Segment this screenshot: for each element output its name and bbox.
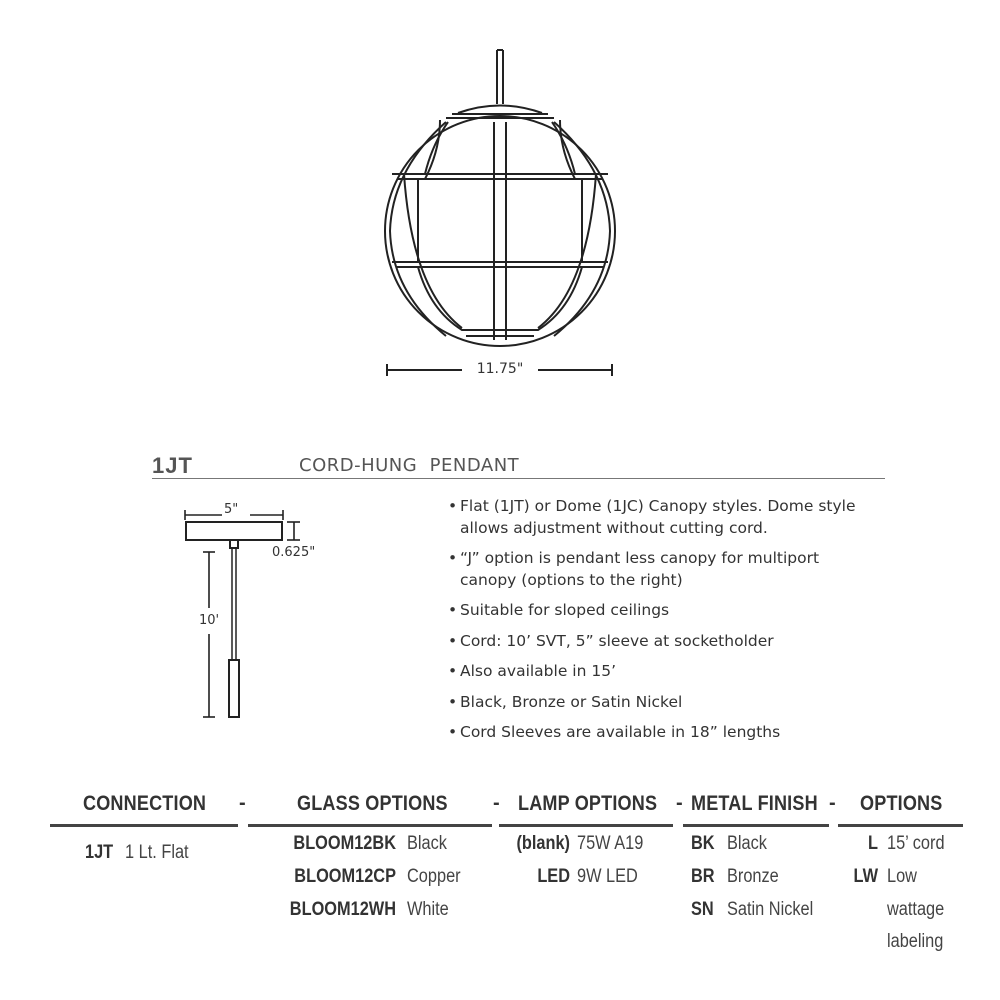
feature-line: Black, Bronze or Satin Nickel (460, 693, 683, 711)
feature-line: Cord Sleeves are available in 18” lengths (460, 723, 781, 741)
separator-dash: - (239, 792, 246, 814)
rule-glass (248, 824, 492, 827)
feature-line: “J” option is pendant less canopy for multiport (460, 549, 820, 567)
lamp-code: (blank) (516, 833, 570, 854)
option-code: LW (853, 866, 878, 887)
header-options: OPTIONS (860, 792, 943, 815)
cord-length-label: 10' (199, 613, 220, 628)
feature-item (448, 691, 898, 713)
glass-desc: White (407, 899, 449, 920)
lamp-code: LED (537, 866, 570, 887)
bullet-dot: • (448, 723, 458, 741)
feature-line: Flat (1JT) or Dome (1JC) Canopy styles. Dome style (460, 497, 856, 515)
bullet-dot: • (448, 632, 458, 650)
separator-dash: - (829, 792, 836, 814)
header-metal-finish: METAL FINISH (691, 792, 818, 815)
product-code: 1JT (152, 453, 193, 478)
rule-finish (683, 824, 829, 827)
glass-code: BLOOM12BK (293, 833, 396, 854)
finish-code: SN (691, 899, 714, 920)
bullet-dot: • (448, 693, 458, 711)
bullet-dot: • (448, 601, 458, 619)
option-desc: wattage (887, 899, 945, 920)
feature-item (448, 721, 898, 743)
option-desc: labeling (887, 931, 944, 952)
feature-item (448, 630, 898, 652)
canopy-width-label: 5" (224, 502, 239, 517)
feature-item (448, 660, 898, 682)
feature-line: Suitable for sloped ceilings (460, 601, 670, 619)
lamp-desc: 75W A19 (577, 833, 644, 854)
glass-code: BLOOM12WH (289, 899, 396, 920)
feature-line: Cord: 10’ SVT, 5” sleeve at socketholder (460, 632, 774, 650)
finish-desc: Satin Nickel (727, 899, 814, 920)
feature-line: canopy (options to the right) (460, 571, 683, 589)
globe-width-label: 11.75" (476, 361, 524, 377)
finish-code: BK (691, 833, 715, 854)
feature-item (448, 547, 898, 591)
rule-connection (50, 824, 238, 827)
header-lamp-options: LAMP OPTIONS (518, 792, 658, 815)
separator-dash: - (493, 792, 500, 814)
bullet-dot: • (448, 497, 458, 515)
canopy-height-label: 0.625" (272, 545, 316, 560)
connection-desc: 1 Lt. Flat (125, 842, 189, 863)
finish-code: BR (691, 866, 715, 887)
separator-dash: - (676, 792, 683, 814)
option-code: L (868, 833, 878, 854)
header-glass-options: GLASS OPTIONS (297, 792, 448, 815)
product-name: CORD-HUNG PENDANT (299, 455, 520, 476)
feature-line: Also available in 15’ (460, 662, 616, 680)
glass-desc: Copper (407, 866, 461, 887)
option-desc: Low (887, 866, 917, 887)
glass-desc: Black (407, 833, 447, 854)
feature-list (448, 495, 908, 755)
feature-line: allows adjustment without cutting cord. (460, 519, 768, 537)
connection-code: 1JT (85, 842, 114, 863)
option-desc: 15’ cord (887, 833, 945, 854)
bullet-dot: • (448, 662, 458, 680)
feature-item (448, 495, 898, 539)
header-connection: CONNECTION (83, 792, 207, 815)
lamp-desc: 9W LED (577, 866, 638, 887)
feature-item (448, 599, 898, 621)
bullet-dot: • (448, 549, 458, 567)
finish-desc: Bronze (727, 866, 779, 887)
finish-desc: Black (727, 833, 767, 854)
rule-lamp (499, 824, 673, 827)
rule-options (838, 824, 963, 827)
glass-code: BLOOM12CP (294, 866, 396, 887)
